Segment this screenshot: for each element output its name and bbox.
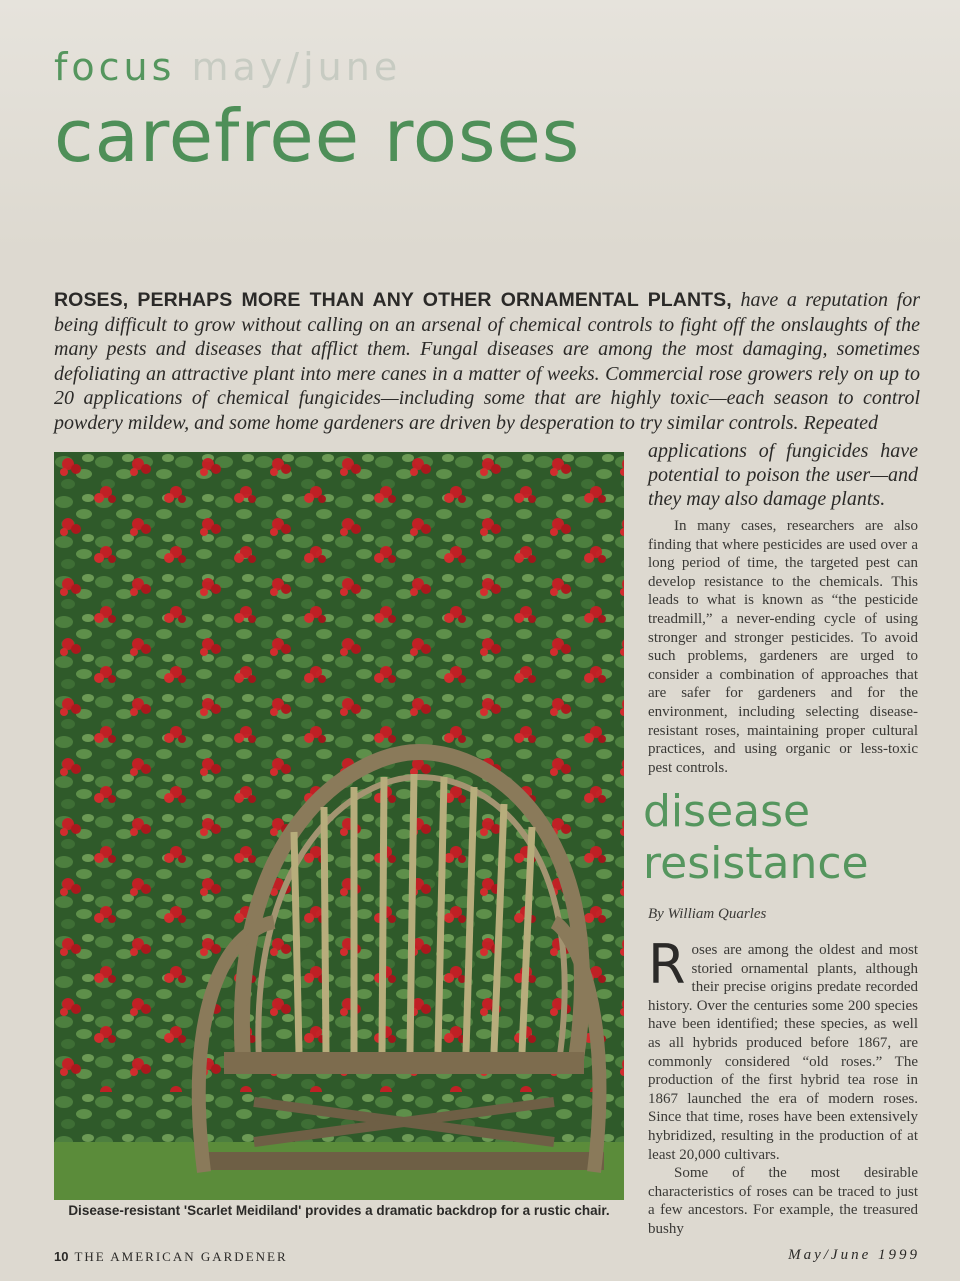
lede-text: have a reputation for being difficult to grow without calling on an arsenal of chemical controls to fight off the onslaughts of the many pests and diseases that afflict them. Fungal diseases are among the most damaging, sometimes defoliating an attractive plant into mere canes in a matter of weeks. Commercial rose growers rely on up to 20 applications of chemical fungicides—including some that are highly toxic—each season to control powdery mildew, and some home gardeners are driven by desperation to try similar controls. Repeated [54,289,920,434]
article-headline: carefree roses [54,94,581,178]
intro-paragraph [648,517,918,777]
section-kicker [54,45,402,89]
drop-cap: R [648,933,686,996]
kicker-focus: focus [54,45,176,89]
body-column [648,933,918,1239]
body-paragraph-2: Some of the most desirable characteristics of roses can be traced to just a few ancestors. For example, the treasured bushy [648,1165,918,1237]
rose-chair-illustration [54,452,624,1200]
folio-issue-date: May/June 1999 [788,1247,920,1263]
rose-chair-photo [54,452,624,1200]
kicker-issue: may/june [191,45,402,89]
lede-continuation: applications of fungicides have potential to poison the user—and they may also damage plants. [648,440,918,510]
page-number: 10 [54,1249,69,1264]
publication-name: THE AMERICAN GARDENER [74,1249,288,1264]
body-paragraph-1 [648,933,918,1164]
body-paragraph-1-text: oses are among the oldest and most storied ornamental plants, although their precise origins predate recorded history. Over the centuries some 200 species have been identified; these species, as well as all hybrids produced before 1867, are commonly considered “old roses.” The production of the first hybrid tea rose in 1867 launched the era of modern roses. Since that time, roses have been extensively hybridized, resulting in the production of at least 20,000 cultivars. [648,942,918,1163]
photo-caption: Disease-resistant 'Scarlet Meidiland' provides a dramatic backdrop for a rustic chair. [68,1203,610,1218]
section-title [643,786,869,890]
section-title-line-1: disease [643,786,811,837]
article-lede [54,288,920,435]
section-title-line-2: resistance [643,838,869,889]
intro-paragraph-text: In many cases, researchers are also finding that where pesticides are used over a long period of time, the targeted pest can develop resistance to the chemicals. This leads to what is known as “the pesticide treadmill,” a never-ending cycle of using stronger and stronger pesticides. To avoid such problems, gardeners are urged to consider a combination of approaches that are safer for gardeners and for the environment, including selecting disease-resistant roses, maintaining proper cultural practices, and using organic or less-toxic pest controls. [648,518,918,776]
author-byline: By William Quarles [648,906,767,922]
folio-left [54,1249,288,1265]
lede-caps: ROSES, PERHAPS MORE THAN ANY OTHER ORNAMENTAL PLANTS, [54,289,732,311]
